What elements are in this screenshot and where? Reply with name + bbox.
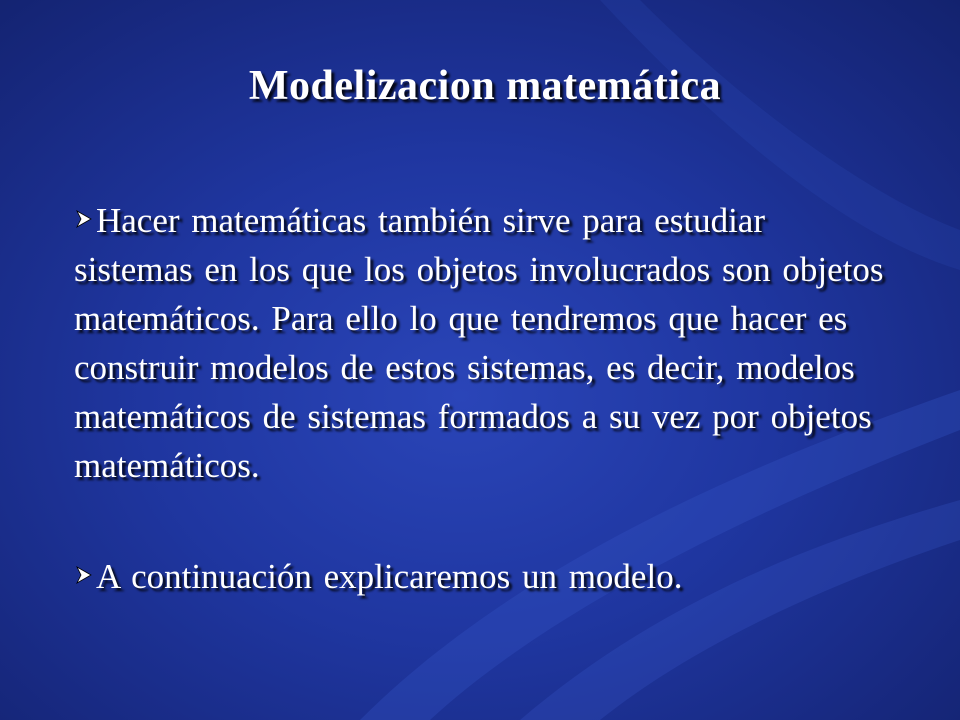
bullet-text: A continuación explicaremos un modelo. — [96, 557, 683, 596]
bullet-list — [74, 196, 894, 601]
bullet-text: Hacer matemáticas también sirve para estudiar sistemas en los que los objetos involucrados son objetos matemáticos. Para ello lo que tendremos que hacer es construir modelos de estos sistemas, es decir, modelos matemáticos de sistemas formados a su vez por objetos matemáticos. — [74, 201, 884, 485]
arrow-right-icon — [74, 565, 94, 585]
bullet-item — [74, 552, 894, 601]
bullet-item — [74, 196, 894, 490]
arrow-right-icon — [74, 209, 94, 229]
slide-title: Modelizacion matemática — [248, 63, 722, 109]
